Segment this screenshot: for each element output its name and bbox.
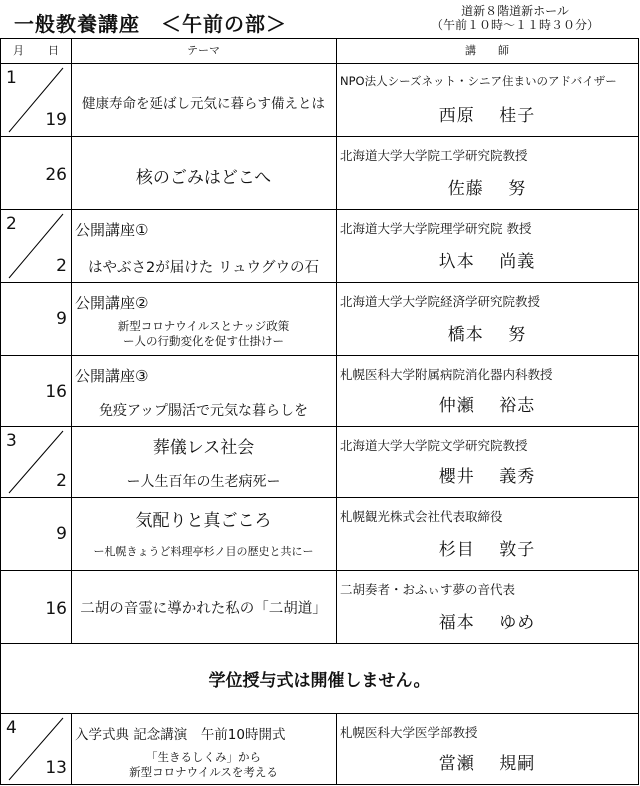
- lecturer-affiliation: 札幌医科大学附属病院消化器内科教授: [340, 367, 553, 382]
- day-label: 9: [56, 524, 67, 544]
- table-header: [1, 39, 638, 64]
- date-cell: [1, 498, 72, 570]
- theme-text: 核のごみはどこへ: [135, 168, 272, 188]
- table-row: [1, 137, 638, 210]
- theme-text: 免疫アップ腸活で元気な暮らしを: [98, 403, 309, 419]
- theme-cell: [71, 137, 337, 209]
- date-cell: [1, 64, 72, 136]
- table-row: [1, 427, 638, 498]
- month-label: 4: [6, 718, 17, 738]
- lecturer-name: 橋本 努: [447, 325, 527, 345]
- day-label: 13: [45, 758, 67, 778]
- month-label: 3: [6, 431, 17, 451]
- theme-text: 二胡の音霊に導かれた私の「二胡道」: [80, 601, 327, 617]
- date-cell: [1, 356, 72, 426]
- theme-main: 葬儀レス社会: [152, 438, 255, 458]
- lecturer-name: 福本 ゆめ: [438, 613, 536, 633]
- page-title: 一般教養講座 ＜午前の部＞: [14, 12, 287, 36]
- lecturer-affiliation: 札幌医科大学医学部教授: [340, 725, 478, 740]
- theme-cell: [71, 64, 337, 136]
- day-label: 19: [45, 110, 67, 130]
- table-row: [1, 283, 638, 356]
- theme-cell: [71, 427, 337, 497]
- lecturer-cell: [336, 498, 638, 570]
- header-day: 日: [48, 44, 59, 57]
- day-label: 16: [45, 599, 67, 619]
- date-cell: [1, 427, 72, 497]
- lecturer-name: 圦本 尚義: [438, 252, 536, 272]
- table-row: [1, 571, 638, 644]
- theme-cell: [71, 210, 337, 282]
- theme-cell: [71, 283, 337, 355]
- lecturer-affiliation: 北海道大学大学院理学研究院 教授: [340, 221, 532, 236]
- theme-series: 入学式典 記念講演 午前10時開式: [75, 727, 286, 743]
- theme-cell: [71, 498, 337, 570]
- theme-cell: [71, 714, 337, 784]
- table-row: [1, 64, 638, 137]
- date-cell: [1, 137, 72, 209]
- table-row: [1, 714, 638, 784]
- theme-line: 「生きるしくみ」から: [146, 750, 261, 764]
- lecturer-cell: [336, 283, 638, 355]
- table-row: [1, 356, 638, 427]
- lecturer-affiliation: 北海道大学大学院経済学研究院教授: [340, 294, 541, 309]
- theme-series: 公開講座②: [75, 294, 149, 312]
- month-label: 1: [6, 68, 17, 88]
- month-label: 2: [6, 214, 17, 234]
- date-cell: [1, 210, 72, 282]
- notice-row: [1, 644, 638, 714]
- theme-cell: [71, 356, 337, 426]
- lecturer-affiliation: 二胡奏者・おふぃす夢の音代表: [340, 582, 516, 597]
- lecturer-cell: [336, 571, 638, 643]
- lecturer-cell: [336, 210, 638, 282]
- theme-line: 新型コロナウイルスとナッジ政策: [117, 319, 290, 333]
- lecturer-cell: [336, 427, 638, 497]
- theme-text: はやぶさ2が届けた リュウグウの石: [88, 260, 319, 276]
- theme-series: 公開講座③: [75, 367, 149, 385]
- lecturer-affiliation: 北海道大学大学院文学研究院教授: [340, 438, 528, 453]
- lecturer-cell: [336, 64, 638, 136]
- venue-name: 道新８階道新ホール: [461, 4, 569, 18]
- theme-text: 健康寿命を延ばし元気に暮らす備えとは: [82, 96, 325, 112]
- day-label: 26: [45, 165, 67, 185]
- lecturer-cell: [336, 714, 638, 784]
- lecturer-name: 櫻井 義秀: [438, 467, 536, 487]
- lecturer-name: 佐藤 努: [447, 179, 527, 199]
- lecturer-name: 西原 桂子: [438, 106, 536, 126]
- header-lecturer: 講 師: [465, 44, 509, 57]
- table-row: [1, 210, 638, 283]
- date-cell: [1, 714, 72, 784]
- theme-main: 気配りと真ごころ: [135, 511, 272, 531]
- theme-series: 公開講座①: [75, 221, 149, 239]
- lecturer-cell: [336, 137, 638, 209]
- theme-subtitle: ー人生百年の生老病死ー: [126, 474, 281, 490]
- theme-subtitle: ー札幌きょうど料理亭杉ノ目の歴史と共にー: [93, 545, 314, 558]
- lecturer-affiliation: 札幌観光株式会社代表取締役: [340, 509, 503, 524]
- lecturer-name: 杉目 敦子: [438, 540, 536, 560]
- lecturer-name: 仲瀬 裕志: [438, 396, 536, 416]
- header-date: [1, 39, 72, 63]
- notice-text: 学位授与式は開催しません。: [208, 671, 431, 691]
- day-label: 9: [56, 309, 67, 329]
- day-label: 2: [56, 471, 67, 491]
- date-cell: [1, 571, 72, 643]
- date-cell: [1, 283, 72, 355]
- table-row: [1, 498, 638, 571]
- lecturer-name: 當瀬 規嗣: [438, 754, 536, 774]
- lecturer-cell: [336, 356, 638, 426]
- venue-info: [400, 4, 630, 32]
- schedule-table: [0, 38, 639, 785]
- venue-time: （午前１０時～１１時３０分）: [430, 18, 599, 32]
- day-label: 16: [45, 382, 67, 402]
- lecturer-affiliation: NPO法人シーズネット・シニア住まいのアドバイザー: [340, 74, 617, 88]
- lecturer-affiliation: 北海道大学大学院工学研究院教授: [340, 148, 528, 163]
- header-theme: テーマ: [71, 39, 337, 63]
- theme-cell: [71, 571, 337, 643]
- theme-line: 新型コロナウイルスを考える: [129, 765, 278, 779]
- header-month: 月: [13, 44, 24, 57]
- theme-line: ー人の行動変化を促す仕掛けー: [123, 334, 284, 348]
- day-label: 2: [56, 256, 67, 276]
